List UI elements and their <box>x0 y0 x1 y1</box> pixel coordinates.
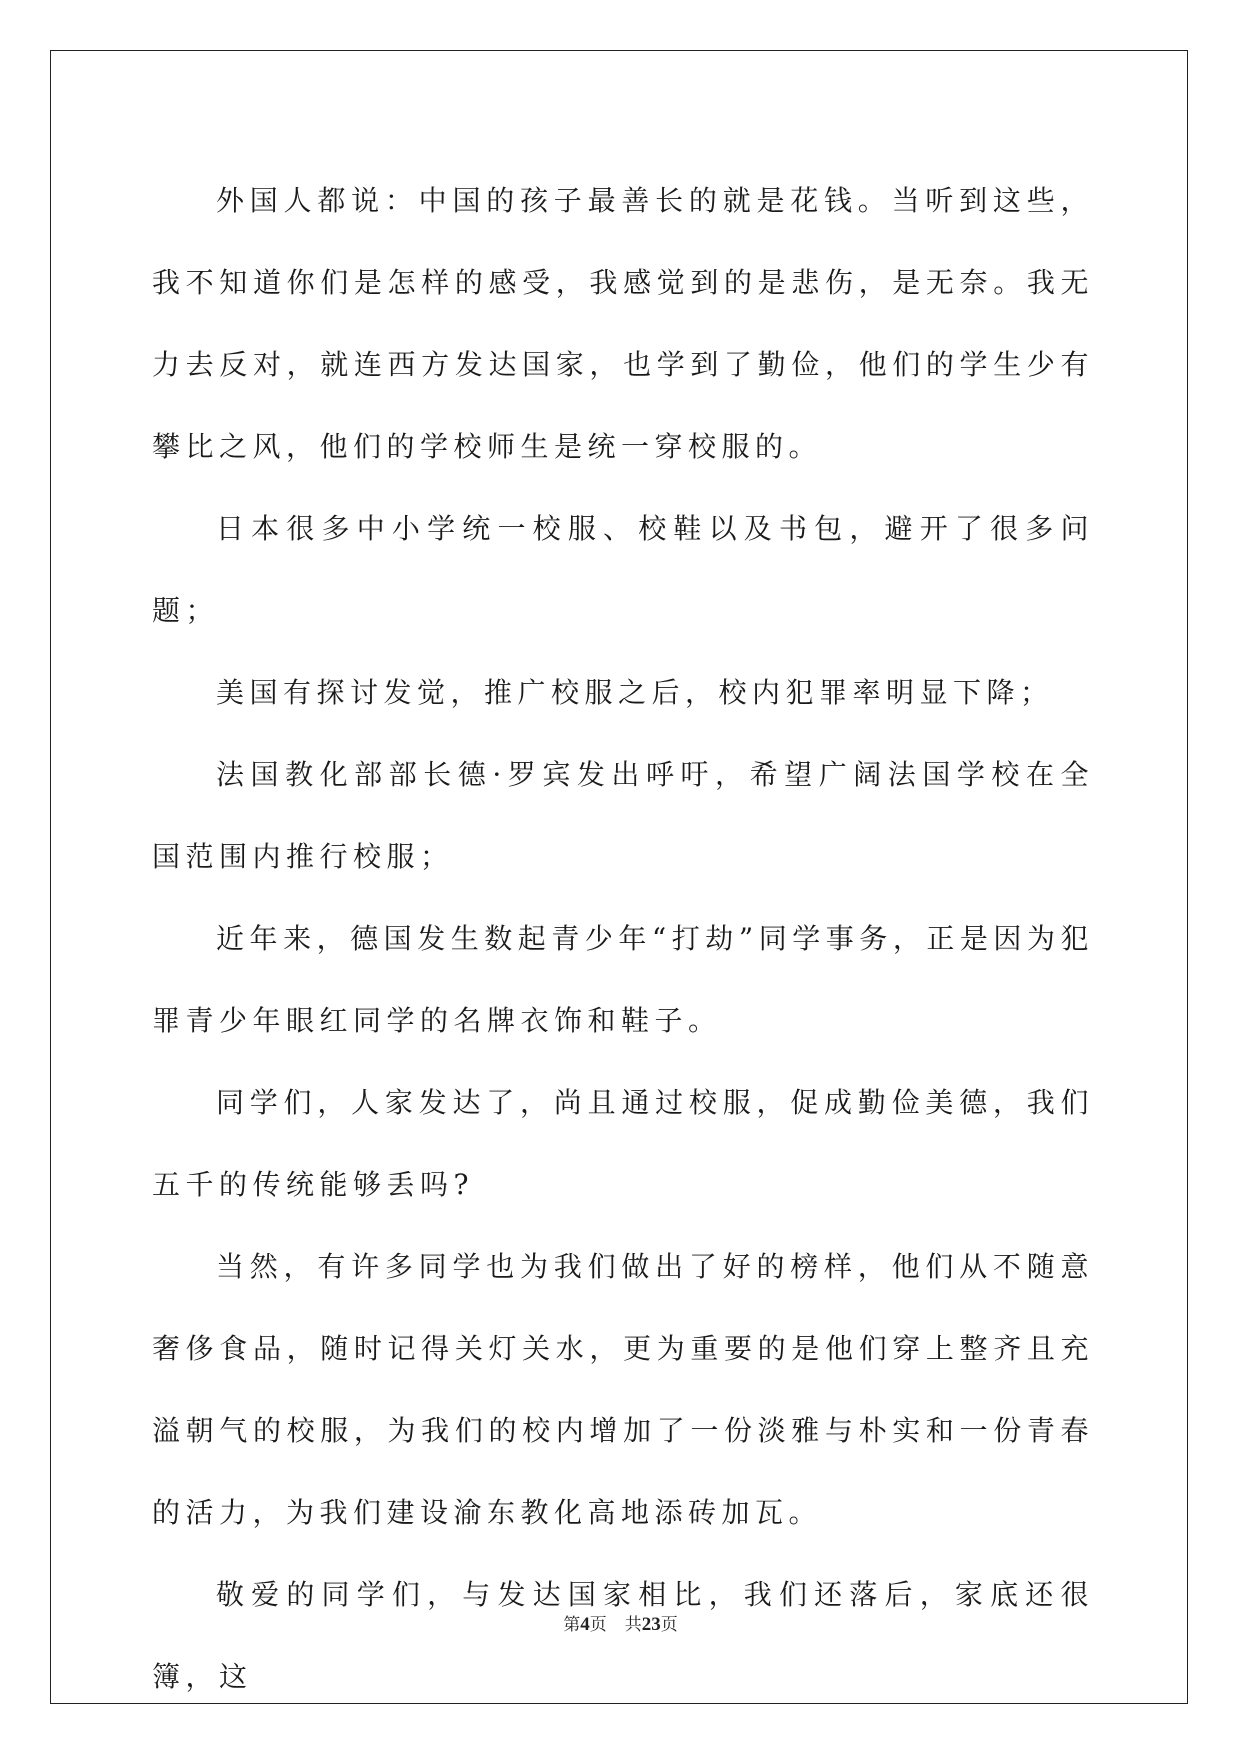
paragraph: 法国教化部部长德·罗宾发出呼吁，希望广阔法国学校在全国范围内推行校服； <box>152 758 1094 873</box>
paragraph: 同学们，人家发达了，尚且通过校服，促成勤俭美德，我们五千的传统能够丢吗? <box>152 1086 1094 1201</box>
paragraph: 日本很多中小学统一校服、校鞋以及书包，避开了很多问题； <box>152 512 1094 627</box>
footer-total-prefix: 共 <box>624 1615 642 1635</box>
paragraph: 外国人都说：中国的孩子最善长的就是花钱。当听到这些，我不知道你们是怎样的感受，我感觉到的是悲伤，是无奈。我无力去反对，就连西方发达国家，也学到了勤俭，他们的学生少有攀比之风，他们的学校师生是统一穿校服的。 <box>152 184 1094 463</box>
page-footer <box>0 1610 1241 1636</box>
footer-total-suffix: 页 <box>660 1615 678 1635</box>
paragraph: 敬爱的同学们，与发达国家相比，我们还落后，家底还很簿，这 <box>152 1578 1094 1693</box>
footer-page-prefix: 第 <box>563 1615 581 1635</box>
paragraph: 美国有探讨发觉，推广校服之后，校内犯罪率明显下降； <box>216 676 1054 709</box>
footer-current-page: 4 <box>580 1614 590 1635</box>
footer-total-pages: 23 <box>641 1614 661 1635</box>
document-body <box>152 160 1094 1718</box>
footer-page-suffix: 页 <box>589 1615 607 1635</box>
paragraph: 近年来，德国发生数起青少年“打劫”同学事务，正是因为犯罪青少年眼红同学的名牌衣饰和鞋子。 <box>152 922 1094 1037</box>
paragraph: 当然，有许多同学也为我们做出了好的榜样，他们从不随意奢侈食品，随时记得关灯关水，更为重要的是他们穿上整齐且充溢朝气的校服，为我们的校内增加了一份淡雅与朴实和一份青春的活力，为我们建设渝东教化高地添砖加瓦。 <box>152 1250 1094 1529</box>
